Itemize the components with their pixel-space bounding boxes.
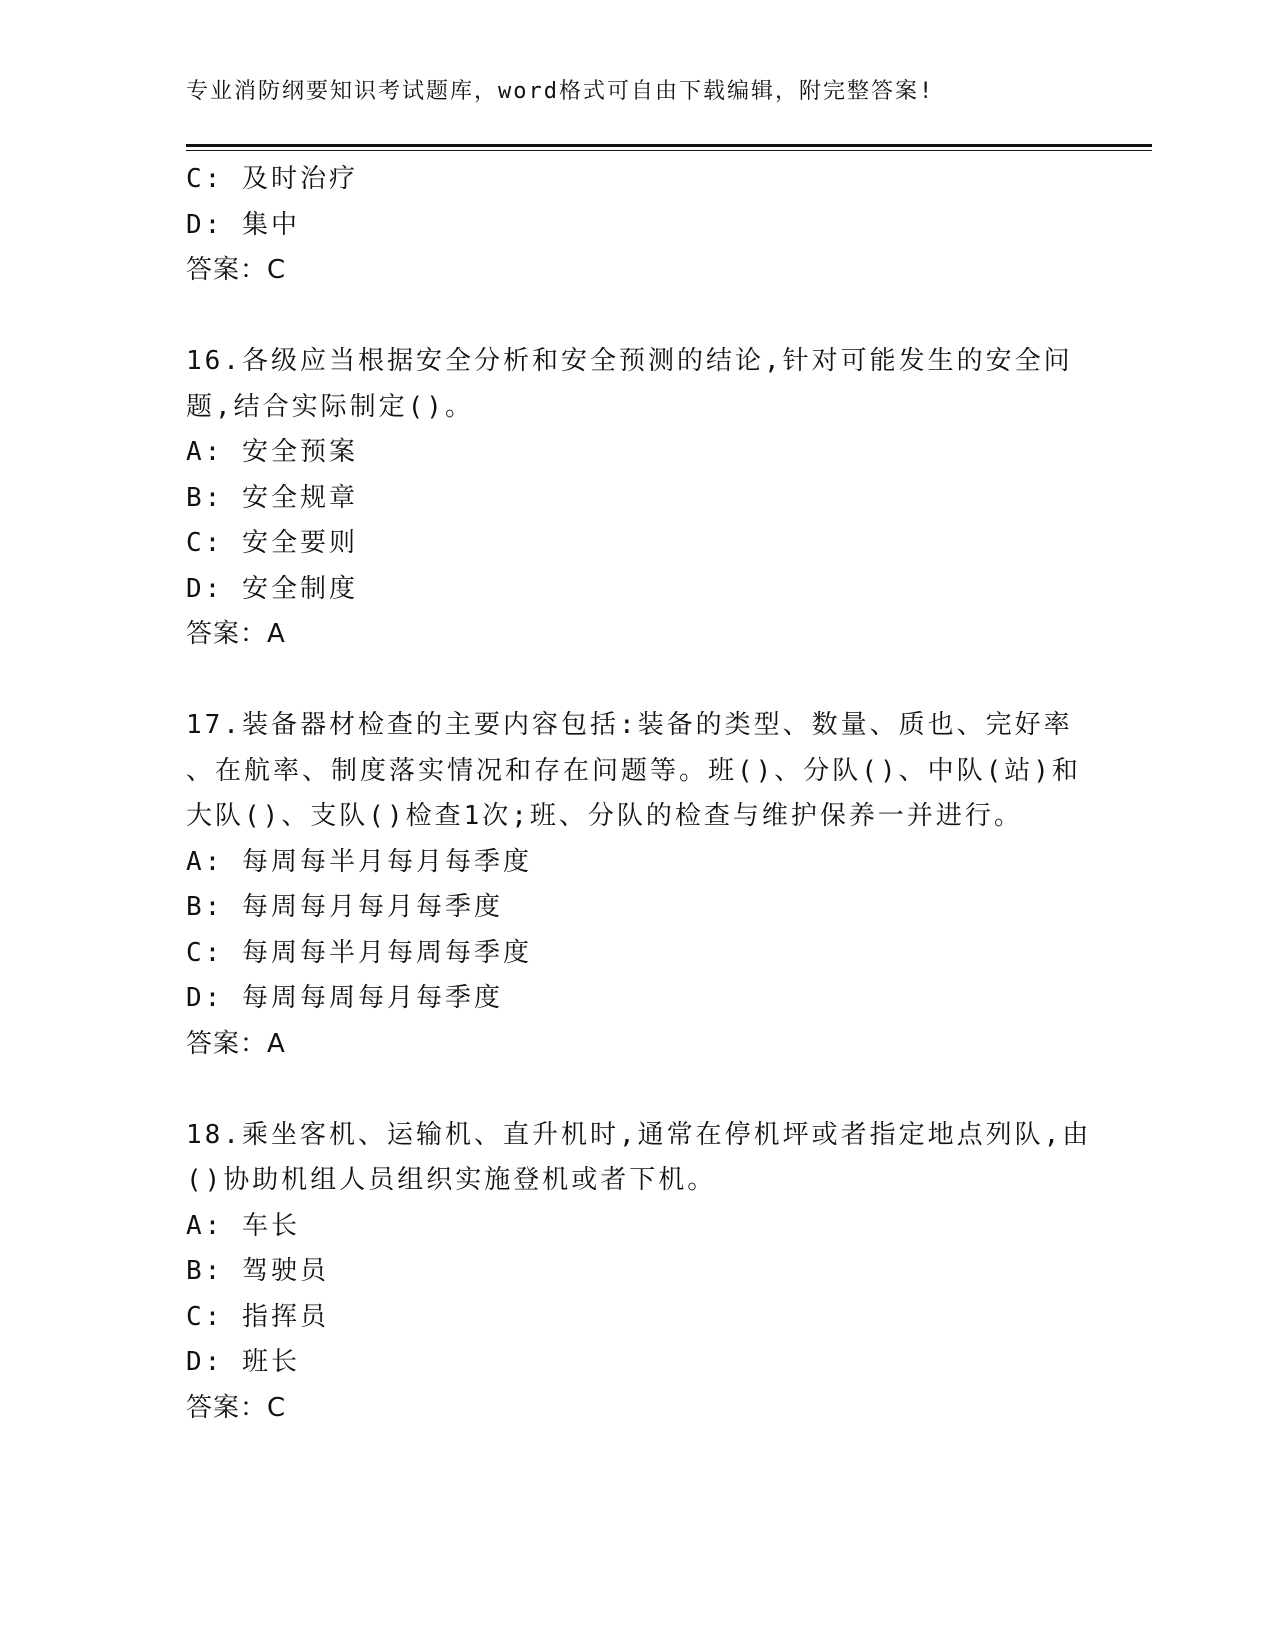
option-d: D: 每周每周每月每季度 [186, 983, 503, 1013]
answer-line: 答案：C [186, 1392, 287, 1423]
question-stem-line: 题,结合实际制定()。 [186, 391, 474, 422]
document-header-title: 专业消防纲要知识考试题库，word格式可自由下载编辑，附完整答案! [186, 79, 935, 104]
option-b: B: 驾驶员 [186, 1256, 329, 1286]
option-b: B: 安全规章 [186, 482, 358, 513]
question-stem-line: 、在航率、制度落实情况和存在问题等。班()、分队()、中队(站)和 [186, 755, 1081, 786]
header-rule-thick [186, 144, 1152, 147]
option-a: A: 每周每半月每月每季度 [186, 846, 532, 877]
spacer [186, 658, 1086, 704]
option-d: D: 班长 [186, 1347, 300, 1377]
answer-line: 答案：C [186, 255, 287, 285]
option-c: C: 每周每半月每周每季度 [186, 937, 532, 968]
option-c: C: 及时治疗 [186, 164, 358, 194]
question-15-fragment [186, 157, 1086, 294]
option-d: D: 集中 [186, 209, 300, 240]
question-stem-line: 大队()、支队()检查1次;班、分队的检查与维护保养一并进行。 [186, 801, 1023, 831]
option-b: B: 每周每月每月每季度 [186, 892, 503, 922]
question-stem-line: 18.乘坐客机、运输机、直升机时,通常在停机坪或者指定地点列队,由 [186, 1119, 1092, 1150]
question-17 [186, 703, 1086, 1067]
option-a: A: 车长 [186, 1210, 300, 1241]
header-rule-thin [186, 150, 1152, 151]
option-d: D: 安全制度 [186, 573, 358, 604]
option-a: A: 安全预案 [186, 437, 358, 467]
spacer [186, 1067, 1086, 1113]
question-stem-line: ()协助机组人员组织实施登机或者下机。 [186, 1165, 717, 1195]
answer-line: 答案：A [186, 1028, 286, 1059]
answer-line: 答案：A [186, 619, 286, 649]
question-stem-line: 16.各级应当根据安全分析和安全预测的结论,针对可能发生的安全问 [186, 346, 1073, 376]
option-c: C: 指挥员 [186, 1301, 329, 1332]
question-stem-line: 17.装备器材检查的主要内容包括:装备的类型、数量、质也、完好率 [186, 710, 1073, 740]
option-c: C: 安全要则 [186, 528, 358, 558]
document-content [186, 157, 1092, 1431]
question-16 [186, 339, 1086, 658]
question-18 [186, 1113, 1092, 1432]
spacer [186, 294, 1086, 340]
